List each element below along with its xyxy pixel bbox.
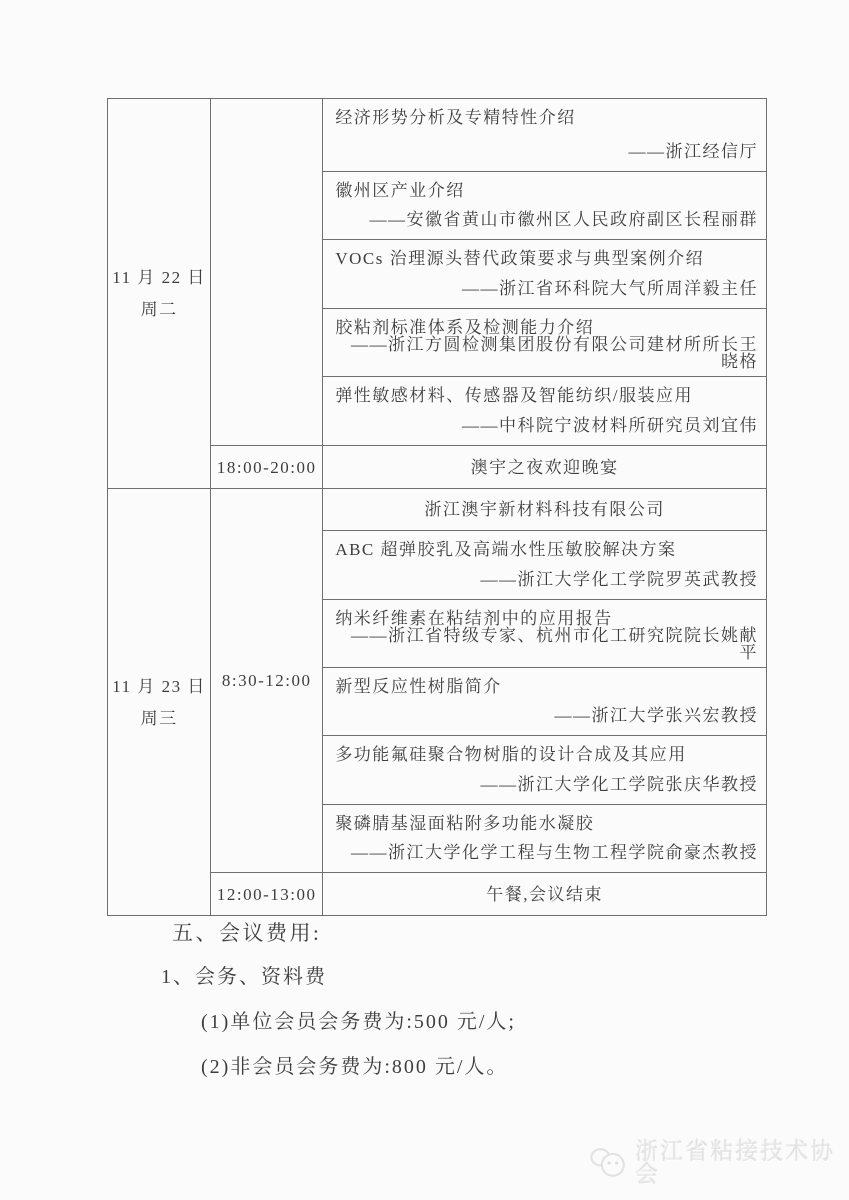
session-title: ABC 超弹胶乳及高端水性压敏胶解决方案 bbox=[335, 540, 677, 559]
watermark bbox=[590, 1140, 849, 1186]
session-title: 弹性敏感材料、传感器及智能纺织/服装应用 bbox=[335, 386, 694, 405]
session-cell bbox=[323, 172, 767, 240]
day2-date: 11 月 23 日 bbox=[112, 676, 206, 696]
session-title: 纳米纤维素在粘结剂中的应用报告 bbox=[335, 609, 613, 628]
session-speaker: ——安徽省黄山市徽州区人民政府副区长程丽群 bbox=[369, 210, 758, 229]
session-speaker: ——浙江大学化工学院张庆华教授 bbox=[480, 775, 758, 794]
session-cell bbox=[323, 531, 767, 600]
day1-date: 11 月 22 日 bbox=[112, 268, 206, 287]
session-speaker: ——浙江大学张兴宏教授 bbox=[554, 706, 758, 725]
day2-date-cell bbox=[108, 489, 211, 916]
session-cell bbox=[323, 99, 767, 172]
session-title: 聚磷腈基湿面粘附多功能水凝胶 bbox=[335, 814, 595, 833]
session-speaker: ——浙江省环科院大气所周洋毅主任 bbox=[462, 279, 758, 298]
session-speaker: ——浙江大学化工学院罗英武教授 bbox=[480, 570, 758, 589]
session-title: 徽州区产业介绍 bbox=[335, 181, 465, 200]
banquet-cell: 澳宇之夜欢迎晚宴 bbox=[323, 446, 767, 489]
fees-item: 1、会务、资料费 bbox=[161, 966, 327, 988]
session-cell bbox=[323, 736, 767, 805]
fees-section-heading: 五、会议费用: bbox=[172, 921, 322, 945]
session-cell bbox=[323, 240, 767, 309]
agenda-table bbox=[107, 98, 767, 916]
session-cell bbox=[323, 668, 767, 736]
table-row bbox=[108, 99, 767, 172]
session-cell bbox=[323, 377, 767, 446]
session-title: 新型反应性树脂简介 bbox=[335, 677, 502, 696]
day1-date-cell bbox=[108, 99, 211, 489]
table-row bbox=[108, 489, 767, 531]
session-cell bbox=[323, 805, 767, 873]
session-speaker: ——浙江省特级专家、杭州市化工研究院院长姚献平 bbox=[351, 626, 758, 662]
session-title: 经济形势分析及专精特性介绍 bbox=[335, 108, 576, 127]
day1-weekday: 周二 bbox=[140, 300, 178, 319]
day2-weekday: 周三 bbox=[140, 708, 178, 728]
watermark-text: 浙江省粘接技术协会 bbox=[635, 1139, 836, 1187]
day2-noon-time-cell: 12:00-13:00 bbox=[211, 873, 323, 916]
session-title: 胶粘剂标准体系及检测能力介绍 bbox=[335, 318, 595, 337]
host-company-cell: 浙江澳宇新材料科技有限公司 bbox=[323, 489, 767, 531]
session-speaker: ——浙江方圆检测集团股份有限公司建材所所长王晓格 bbox=[351, 335, 758, 371]
session-title: VOCs 治理源头替代政策要求与典型案例介绍 bbox=[335, 249, 705, 268]
wechat-icon bbox=[590, 1146, 628, 1180]
fees-sub-item-nonmember: (2)非会员会务费为:800 元/人。 bbox=[201, 1056, 509, 1078]
session-speaker: ——浙江大学化学工程与生物工程学院俞豪杰教授 bbox=[351, 843, 758, 862]
session-cell bbox=[323, 309, 767, 377]
session-speaker: ——浙江经信厅 bbox=[628, 142, 758, 161]
fees-sub-item-member: (1)单位会员会务费为:500 元/人; bbox=[201, 1011, 516, 1033]
day2-morning-time-cell: 8:30-12:00 bbox=[211, 489, 323, 873]
session-title: 多功能氟硅聚合物树脂的设计合成及其应用 bbox=[335, 745, 687, 764]
day1-evening-time-cell: 18:00-20:00 bbox=[211, 446, 323, 489]
session-cell bbox=[323, 600, 767, 668]
day1-morning-time-cell-empty bbox=[211, 99, 323, 446]
session-speaker: ——中科院宁波材料所研究员刘宜伟 bbox=[462, 416, 758, 435]
lunch-cell: 午餐,会议结束 bbox=[323, 873, 767, 916]
